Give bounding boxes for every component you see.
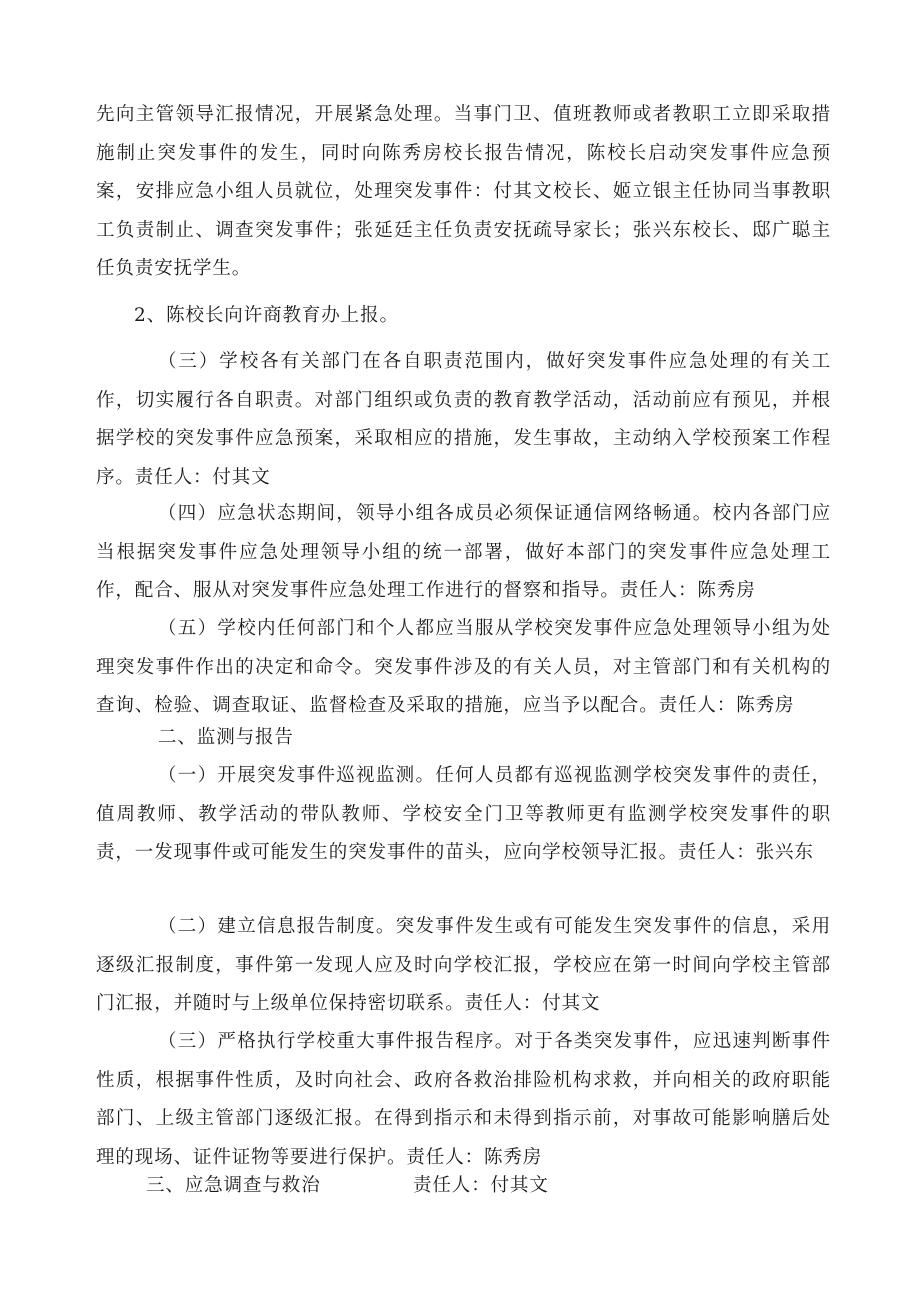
paragraph-report-education-office: 2、陈校长向许商教育办上报。	[134, 305, 399, 326]
paragraph-section-4-emergency-state: （四）应急状态期间，领导小组各成员必须保证通信网络畅通。校内各部门应当根据突发事件应急处理领导小组的统一部署，做好本部门的突发事件应急处理工作，配合、服从对突发事件应急处理工作进行的督察和指导。责任人：陈秀房	[96, 503, 831, 602]
paragraph-section-3-departments: （三）学校各有关部门在各自职责范围内，做好突发事件应急处理的有关工作，切实履行各自职责。对部门组织或负责的教育教学活动，活动前应有预见，并根据学校的突发事件应急预案，采取相应的措施，发生事故，主动纳入学校预案工作程序。责任人：付其文	[96, 351, 831, 488]
paragraph-section-5-obey-orders: （五）学校内任何部门和个人都应当服从学校突发事件应急处理领导小组为处理突发事件作出的决定和命令。突发事件涉及的有关人员，对主管部门和有关机构的查询、检验、调查取证、监督检查及采取的措施，应当予以配合。责任人：陈秀房	[96, 618, 831, 717]
paragraph-emergency-handling: 先向主管领导汇报情况，开展紧急处理。当事门卫、值班教师或者教职工立即采取措施制止突发事件的发生，同时向陈秀房校长报告情况，陈校长启动突发事件应急预案，安排应急小组人员就位，处理突发事件：付其文校长、姬立银主任协同当事教职工负责制止、调查突发事件；张延廷主任负责安抚疏导家长；张兴东校长、邸广聪主任负责安抚学生。	[96, 104, 831, 280]
section-heading-investigation-rescue: 三、应急调查与救治	[146, 1175, 321, 1196]
section-heading-monitoring-report: 二、监测与报告	[158, 727, 294, 748]
responsible-person-label: 责任人：付其文	[413, 1175, 549, 1196]
paragraph-monitoring-3-major-event: （三）严格执行学校重大事件报告程序。对于各类突发事件，应迅速判断事件性质，根据事件性质，及时向社会、政府各救治排险机构求救，并向相关的政府职能部门、上级主管部门逐级汇报。在得到指示和未得到指示前，对事故可能影响膳后处理的现场、证件证物等要进行保护。责任人：陈秀房	[96, 1031, 831, 1168]
paragraph-monitoring-1-patrol: （一）开展突发事件巡视监测。任何人员都有巡视监测学校突发事件的责任，值周教师、教学活动的带队教师、学校安全门卫等教师更有监测学校突发事件的职责，一发现事件或可能发生的突发事件的苗头，应向学校领导汇报。责任人：张兴东	[96, 765, 831, 864]
paragraph-monitoring-2-info-report: （二）建立信息报告制度。突发事件发生或有可能发生突发事件的信息，采用逐级汇报制度，事件第一发现人应及时向学校汇报，学校应在第一时间向学校主管部门汇报，并随时与上级单位保持密切联系。责任人：付其文	[96, 916, 831, 1015]
